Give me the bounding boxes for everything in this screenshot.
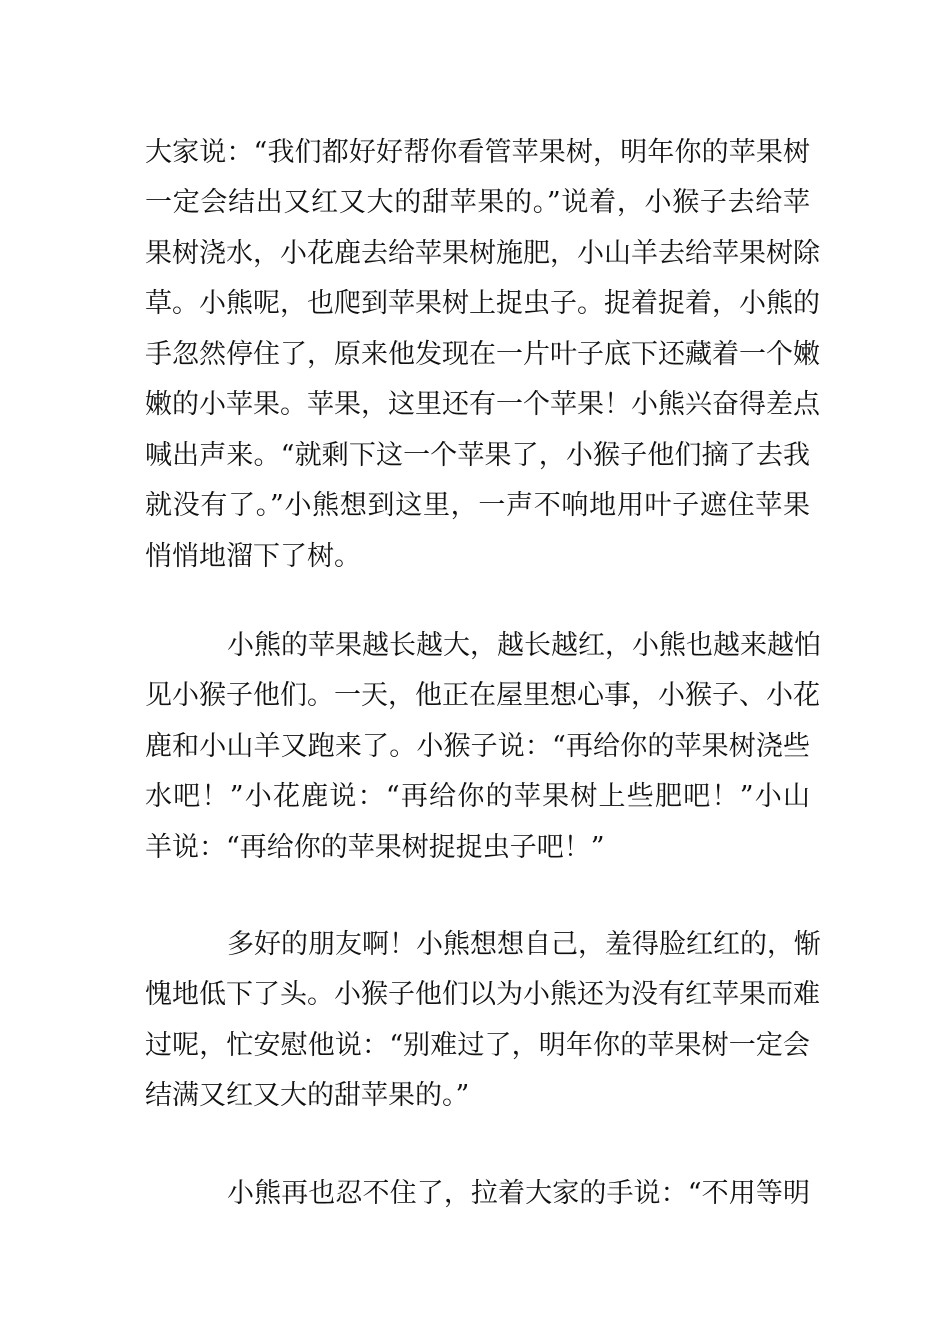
paragraph-line: 悄悄地溜下了树。: [145, 541, 361, 572]
paragraph-line: 果树浇水，小花鹿去给苹果树施肥，小山羊去给苹果树除: [145, 238, 820, 269]
paragraph-line: 羊说：“再给你的苹果树捉捉虫子吧！”: [145, 832, 605, 863]
paragraph-line: 小熊的苹果越长越大，越长越红，小熊也越来越怕: [227, 630, 821, 661]
paragraph-line: 水吧！”小花鹿说：“再给你的苹果树上些肥吧！”小山: [145, 781, 810, 812]
paragraph-line: 结满又红又大的甜苹果的。”: [145, 1080, 470, 1111]
paragraph-line: 鹿和小山羊又跑来了。小猴子说：“再给你的苹果树浇些: [145, 731, 810, 762]
paragraph-line: 草。小熊呢，也爬到苹果树上捉虫子。捉着捉着，小熊的: [145, 288, 820, 319]
paragraph-line: 大家说：“我们都好好帮你看管苹果树，明年你的苹果树: [145, 137, 810, 168]
paragraph-line: 多好的朋友啊！小熊想想自己，羞得脸红红的，惭: [227, 929, 821, 960]
paragraph-line: 一定会结出又红又大的甜苹果的。”说着，小猴子去给苹: [145, 187, 810, 218]
paragraph-line: 过呢，忙安慰他说：“别难过了，明年你的苹果树一定会: [145, 1030, 810, 1061]
paragraph-line: 嫩的小苹果。苹果，这里还有一个苹果！小熊兴奋得差点: [145, 389, 820, 420]
paragraph-line: 小熊再也忍不住了，拉着大家的手说：“不用等明: [227, 1178, 810, 1209]
paragraph-line: 就没有了。”小熊想到这里，一声不响地用叶子遮住苹果: [145, 490, 810, 521]
paragraph-line: 愧地低下了头。小猴子他们以为小熊还为没有红苹果而难: [145, 979, 820, 1010]
paragraph-line: 喊出声来。“就剩下这一个苹果了，小猴子他们摘了去我: [145, 440, 810, 471]
paragraph-line: 见小猴子他们。一天，他正在屋里想心事，小猴子、小花: [145, 680, 820, 711]
paragraph-line: 手忽然停住了，原来他发现在一片叶子底下还藏着一个嫩: [145, 339, 820, 370]
